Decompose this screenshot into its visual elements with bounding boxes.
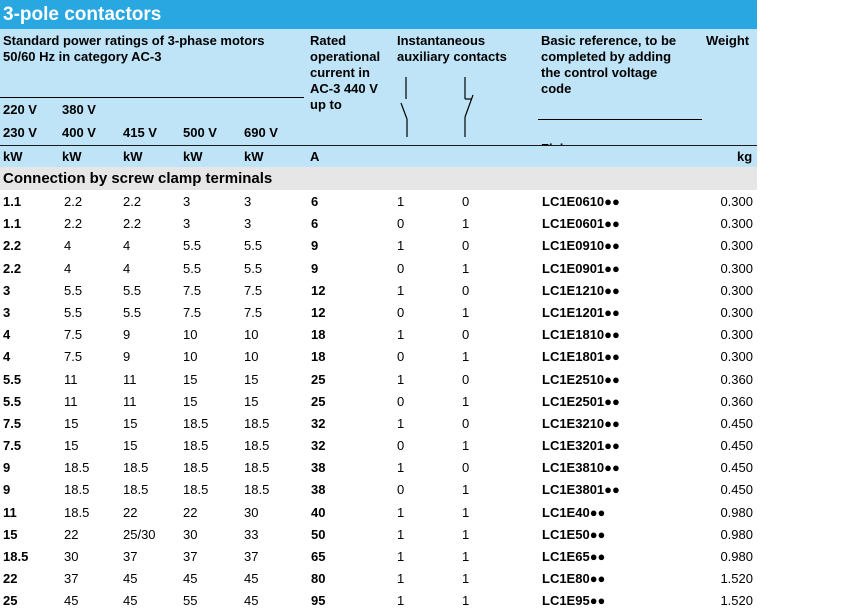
cell-p220: 18.5 — [3, 549, 29, 564]
cell-p400: 2.2 — [64, 216, 83, 232]
cell-p690: 18.5 — [244, 415, 270, 431]
cell-no: 1 — [397, 526, 405, 542]
cell-ref: LC1E2501●● — [542, 393, 620, 409]
cell-p400: 7.5 — [64, 349, 83, 365]
cell-weight: 0.360 — [720, 371, 753, 387]
cell-amps: 80 — [311, 571, 326, 587]
header-rated-current: Rated operational current in AC-3 440 V up to — [310, 33, 381, 112]
cell-amps: 25 — [311, 371, 326, 387]
cell-no: 0 — [397, 349, 405, 365]
cell-nc: 0 — [462, 371, 470, 387]
cell-ref: LC1E0601●● — [542, 216, 620, 232]
cell-p500: 15 — [183, 371, 198, 387]
cell-p220: 5.5 — [3, 371, 22, 387]
cell-p690: 30 — [244, 504, 259, 520]
cell-p400: 18.5 — [64, 504, 90, 520]
cell-p415: 45 — [123, 593, 138, 609]
cell-no: 1 — [397, 415, 405, 431]
cell-p690: 7.5 — [244, 304, 263, 320]
cell-amps: 9 — [311, 260, 319, 276]
unit-kw-690: kW — [244, 149, 264, 164]
cell-p220: 1.1 — [3, 194, 22, 209]
table-body — [0, 190, 757, 612]
cell-weight: 0.980 — [720, 526, 753, 542]
cell-no: 0 — [397, 260, 405, 276]
cell-ref: LC1E50●● — [542, 526, 606, 542]
cell-p415: 25/30 — [123, 526, 156, 542]
cell-p690: 10 — [244, 349, 259, 365]
table-row — [0, 412, 757, 434]
cell-p220: 25 — [3, 593, 18, 609]
header-400v: 400 V — [62, 125, 96, 140]
header-380v: 380 V — [62, 102, 96, 117]
cell-weight: 0.300 — [720, 194, 753, 209]
unit-amp: A — [310, 149, 320, 164]
header-weight: Weight — [706, 33, 750, 48]
cell-no: 1 — [397, 238, 405, 254]
cell-p220: 2.2 — [3, 238, 22, 254]
cell-nc: 0 — [462, 238, 470, 254]
cell-amps: 95 — [311, 593, 326, 609]
cell-amps: 12 — [311, 304, 326, 320]
cell-p690: 7.5 — [244, 282, 263, 298]
cell-no: 1 — [397, 327, 405, 343]
table-row — [0, 478, 757, 500]
cell-no: 1 — [397, 504, 405, 520]
cell-ref: LC1E80●● — [542, 571, 606, 587]
cell-amps: 9 — [311, 238, 319, 254]
cell-p220: 4 — [3, 349, 11, 365]
table-row — [0, 434, 757, 456]
cell-weight: 0.300 — [720, 282, 753, 298]
cell-ref: LC1E0910●● — [542, 238, 620, 254]
cell-amps: 38 — [311, 460, 326, 476]
cell-p400: 22 — [64, 526, 79, 542]
table-row — [0, 301, 757, 323]
cell-p415: 15 — [123, 438, 138, 454]
cell-p415: 11 — [123, 371, 137, 387]
table-row — [0, 501, 757, 523]
cell-p220: 15 — [3, 526, 18, 542]
table-row — [0, 589, 757, 611]
cell-p690: 45 — [244, 571, 259, 587]
table-row — [0, 523, 757, 545]
table-row — [0, 323, 757, 345]
cell-amps: 18 — [311, 349, 326, 365]
cell-amps: 32 — [311, 438, 326, 454]
section-label: Connection by screw clamp terminals — [3, 170, 273, 187]
cell-weight: 0.980 — [720, 504, 753, 520]
normally-open-contact-icon — [396, 77, 416, 137]
cell-p500: 3 — [183, 216, 191, 232]
cell-nc: 0 — [462, 460, 470, 476]
cell-p400: 45 — [64, 593, 79, 609]
cell-p415: 45 — [123, 571, 138, 587]
unit-kw-500: kW — [183, 149, 203, 164]
cell-p500: 5.5 — [183, 238, 202, 254]
cell-weight: 0.300 — [720, 216, 753, 232]
cell-p400: 11 — [64, 371, 78, 387]
cell-nc: 1 — [462, 438, 470, 454]
cell-p690: 45 — [244, 593, 259, 609]
cell-amps: 65 — [311, 549, 326, 564]
cell-p690: 5.5 — [244, 260, 263, 276]
cell-no: 0 — [397, 482, 405, 498]
header-690v: 690 V — [244, 125, 278, 140]
cell-nc: 1 — [462, 504, 470, 520]
cell-p220: 5.5 — [3, 393, 22, 409]
cell-p415: 4 — [123, 260, 131, 276]
cell-no: 1 — [397, 282, 405, 298]
table-row — [0, 390, 757, 412]
table-row — [0, 368, 757, 390]
cell-p500: 18.5 — [183, 482, 209, 498]
cell-ref: LC1E0901●● — [542, 260, 620, 276]
cell-no: 1 — [397, 194, 405, 209]
cell-ref: LC1E40●● — [542, 504, 606, 520]
cell-weight: 0.980 — [720, 549, 753, 564]
cell-amps: 18 — [311, 327, 326, 343]
cell-weight: 0.450 — [720, 460, 753, 476]
cell-no: 0 — [397, 393, 405, 409]
cell-p500: 30 — [183, 526, 198, 542]
cell-ref: LC1E0610●● — [542, 194, 620, 209]
cell-p500: 45 — [183, 571, 198, 587]
table-row — [0, 567, 757, 589]
cell-p500: 22 — [183, 504, 198, 520]
cell-nc: 1 — [462, 482, 470, 498]
cell-p690: 15 — [244, 371, 259, 387]
cell-p500: 18.5 — [183, 460, 209, 476]
cell-no: 1 — [397, 571, 405, 587]
cell-p690: 18.5 — [244, 438, 270, 454]
cell-ref: LC1E3210●● — [542, 415, 620, 431]
cell-amps: 12 — [311, 282, 326, 298]
cell-p500: 10 — [183, 349, 198, 365]
cell-nc: 1 — [462, 526, 470, 542]
cell-weight: 0.300 — [720, 238, 753, 254]
cell-p220: 7.5 — [3, 415, 22, 431]
cell-p415: 22 — [123, 504, 138, 520]
cell-p415: 2.2 — [123, 194, 142, 209]
cell-p400: 4 — [64, 260, 72, 276]
cell-amps: 40 — [311, 504, 326, 520]
cell-p415: 2.2 — [123, 216, 142, 232]
cell-p690: 3 — [244, 194, 252, 209]
cell-ref: LC1E3810●● — [542, 460, 620, 476]
cell-p220: 2.2 — [3, 260, 22, 276]
header-230v: 230 V — [3, 125, 37, 140]
cell-p500: 18.5 — [183, 438, 209, 454]
table-row — [0, 279, 757, 301]
header-415v: 415 V — [123, 125, 157, 140]
cell-p400: 30 — [64, 549, 79, 564]
cell-nc: 1 — [462, 593, 470, 609]
cell-no: 1 — [397, 593, 405, 609]
cell-nc: 1 — [462, 260, 470, 276]
header-aux-contacts: Instantaneous auxiliary contacts — [397, 33, 507, 64]
page-title: 3-pole contactors — [3, 4, 162, 25]
cell-amps: 6 — [311, 194, 319, 209]
cell-p690: 33 — [244, 526, 259, 542]
cell-p400: 5.5 — [64, 282, 83, 298]
cell-p400: 5.5 — [64, 304, 83, 320]
cell-nc: 1 — [462, 349, 470, 365]
cell-p500: 7.5 — [183, 282, 202, 298]
cell-nc: 0 — [462, 282, 470, 298]
cell-amps: 6 — [311, 216, 319, 232]
header-power-ratings: Standard power ratings of 3-phase motors 50/60 Hz in category AC-3 — [3, 33, 265, 64]
cell-p415: 4 — [123, 238, 131, 254]
cell-weight: 0.360 — [720, 393, 753, 409]
cell-p500: 10 — [183, 327, 198, 343]
cell-p400: 4 — [64, 238, 72, 254]
cell-ref: LC1E1210●● — [542, 282, 620, 298]
cell-p415: 9 — [123, 349, 131, 365]
cell-p500: 3 — [183, 194, 191, 209]
cell-p690: 37 — [244, 549, 259, 564]
unit-kw-415: kW — [123, 149, 143, 164]
cell-weight: 0.300 — [720, 260, 753, 276]
section-header — [0, 167, 757, 190]
cell-p220: 9 — [3, 482, 11, 498]
cell-p690: 10 — [244, 327, 259, 343]
cell-no: 0 — [397, 304, 405, 320]
cell-no: 1 — [397, 371, 405, 387]
cell-p220: 11 — [3, 504, 17, 520]
cell-no: 1 — [397, 549, 405, 564]
cell-p400: 18.5 — [64, 482, 90, 498]
table-row — [0, 257, 757, 279]
normally-closed-contact-icon — [456, 77, 478, 137]
cell-p415: 5.5 — [123, 282, 142, 298]
cell-p415: 37 — [123, 549, 138, 564]
cell-p415: 18.5 — [123, 482, 149, 498]
cell-p400: 15 — [64, 415, 79, 431]
cell-weight: 0.300 — [720, 304, 753, 320]
table-row — [0, 456, 757, 478]
unit-row — [0, 145, 757, 168]
cell-ref: LC1E2510●● — [542, 371, 620, 387]
cell-ref: LC1E65●● — [542, 549, 606, 564]
cell-no: 0 — [397, 216, 405, 232]
table-row — [0, 545, 757, 567]
cell-amps: 38 — [311, 482, 326, 498]
cell-p220: 4 — [3, 327, 11, 343]
cell-p500: 37 — [183, 549, 198, 564]
cell-amps: 32 — [311, 415, 326, 431]
table-row — [0, 190, 757, 212]
cell-p415: 18.5 — [123, 460, 149, 476]
cell-nc: 1 — [462, 393, 470, 409]
cell-weight: 1.520 — [720, 593, 753, 609]
cell-weight: 0.450 — [720, 415, 753, 431]
cell-no: 1 — [397, 460, 405, 476]
cell-p415: 11 — [123, 393, 137, 409]
cell-p220: 3 — [3, 304, 11, 320]
cell-p400: 7.5 — [64, 327, 83, 343]
cell-p690: 5.5 — [244, 238, 263, 254]
cell-nc: 0 — [462, 415, 470, 431]
cell-p500: 18.5 — [183, 415, 209, 431]
cell-p220: 9 — [3, 460, 11, 476]
table-row — [0, 212, 757, 234]
cell-nc: 1 — [462, 549, 470, 564]
cell-p220: 3 — [3, 282, 11, 298]
title-bar — [0, 0, 757, 29]
cell-p400: 15 — [64, 438, 79, 454]
cell-p690: 18.5 — [244, 482, 270, 498]
cell-weight: 0.300 — [720, 349, 753, 365]
header-divider-reference — [538, 119, 702, 120]
cell-p500: 7.5 — [183, 304, 202, 320]
header-divider-power — [0, 97, 304, 98]
cell-p220: 7.5 — [3, 438, 22, 454]
header-220v: 220 V — [3, 102, 37, 117]
cell-p400: 18.5 — [64, 460, 90, 476]
cell-p690: 3 — [244, 216, 252, 232]
cell-ref: LC1E1810●● — [542, 327, 620, 343]
cell-ref: LC1E3801●● — [542, 482, 620, 498]
cell-no: 0 — [397, 438, 405, 454]
table-row — [0, 234, 757, 256]
cell-p415: 5.5 — [123, 304, 142, 320]
cell-nc: 1 — [462, 216, 470, 232]
cell-weight: 1.520 — [720, 571, 753, 587]
unit-kg: kg — [737, 149, 753, 164]
unit-kw-400: kW — [62, 149, 82, 164]
cell-p220: 1.1 — [3, 216, 22, 232]
cell-nc: 0 — [462, 327, 470, 343]
cell-ref: LC1E3201●● — [542, 438, 620, 454]
cell-weight: 0.450 — [720, 438, 753, 454]
unit-kw-220: kW — [3, 149, 23, 164]
cell-amps: 50 — [311, 526, 326, 542]
cell-ref: LC1E95●● — [542, 593, 606, 609]
cell-nc: 1 — [462, 304, 470, 320]
cell-ref: LC1E1801●● — [542, 349, 620, 365]
header-500v: 500 V — [183, 125, 217, 140]
cell-weight: 0.300 — [720, 327, 753, 343]
cell-p220: 22 — [3, 571, 18, 587]
cell-amps: 25 — [311, 393, 326, 409]
cell-nc: 0 — [462, 194, 470, 209]
cell-p500: 15 — [183, 393, 198, 409]
cell-p400: 11 — [64, 393, 78, 409]
cell-p400: 37 — [64, 571, 79, 587]
cell-p690: 18.5 — [244, 460, 270, 476]
header-basic-reference: Basic reference, to be completed by adding the control voltage code — [541, 33, 677, 96]
cell-p500: 55 — [183, 593, 198, 609]
cell-nc: 1 — [462, 571, 470, 587]
cell-p415: 9 — [123, 327, 131, 343]
cell-ref: LC1E1201●● — [542, 304, 620, 320]
cell-p400: 2.2 — [64, 194, 83, 209]
cell-p500: 5.5 — [183, 260, 202, 276]
cell-p415: 15 — [123, 415, 138, 431]
table-row — [0, 345, 757, 367]
cell-weight: 0.450 — [720, 482, 753, 498]
cell-p690: 15 — [244, 393, 259, 409]
